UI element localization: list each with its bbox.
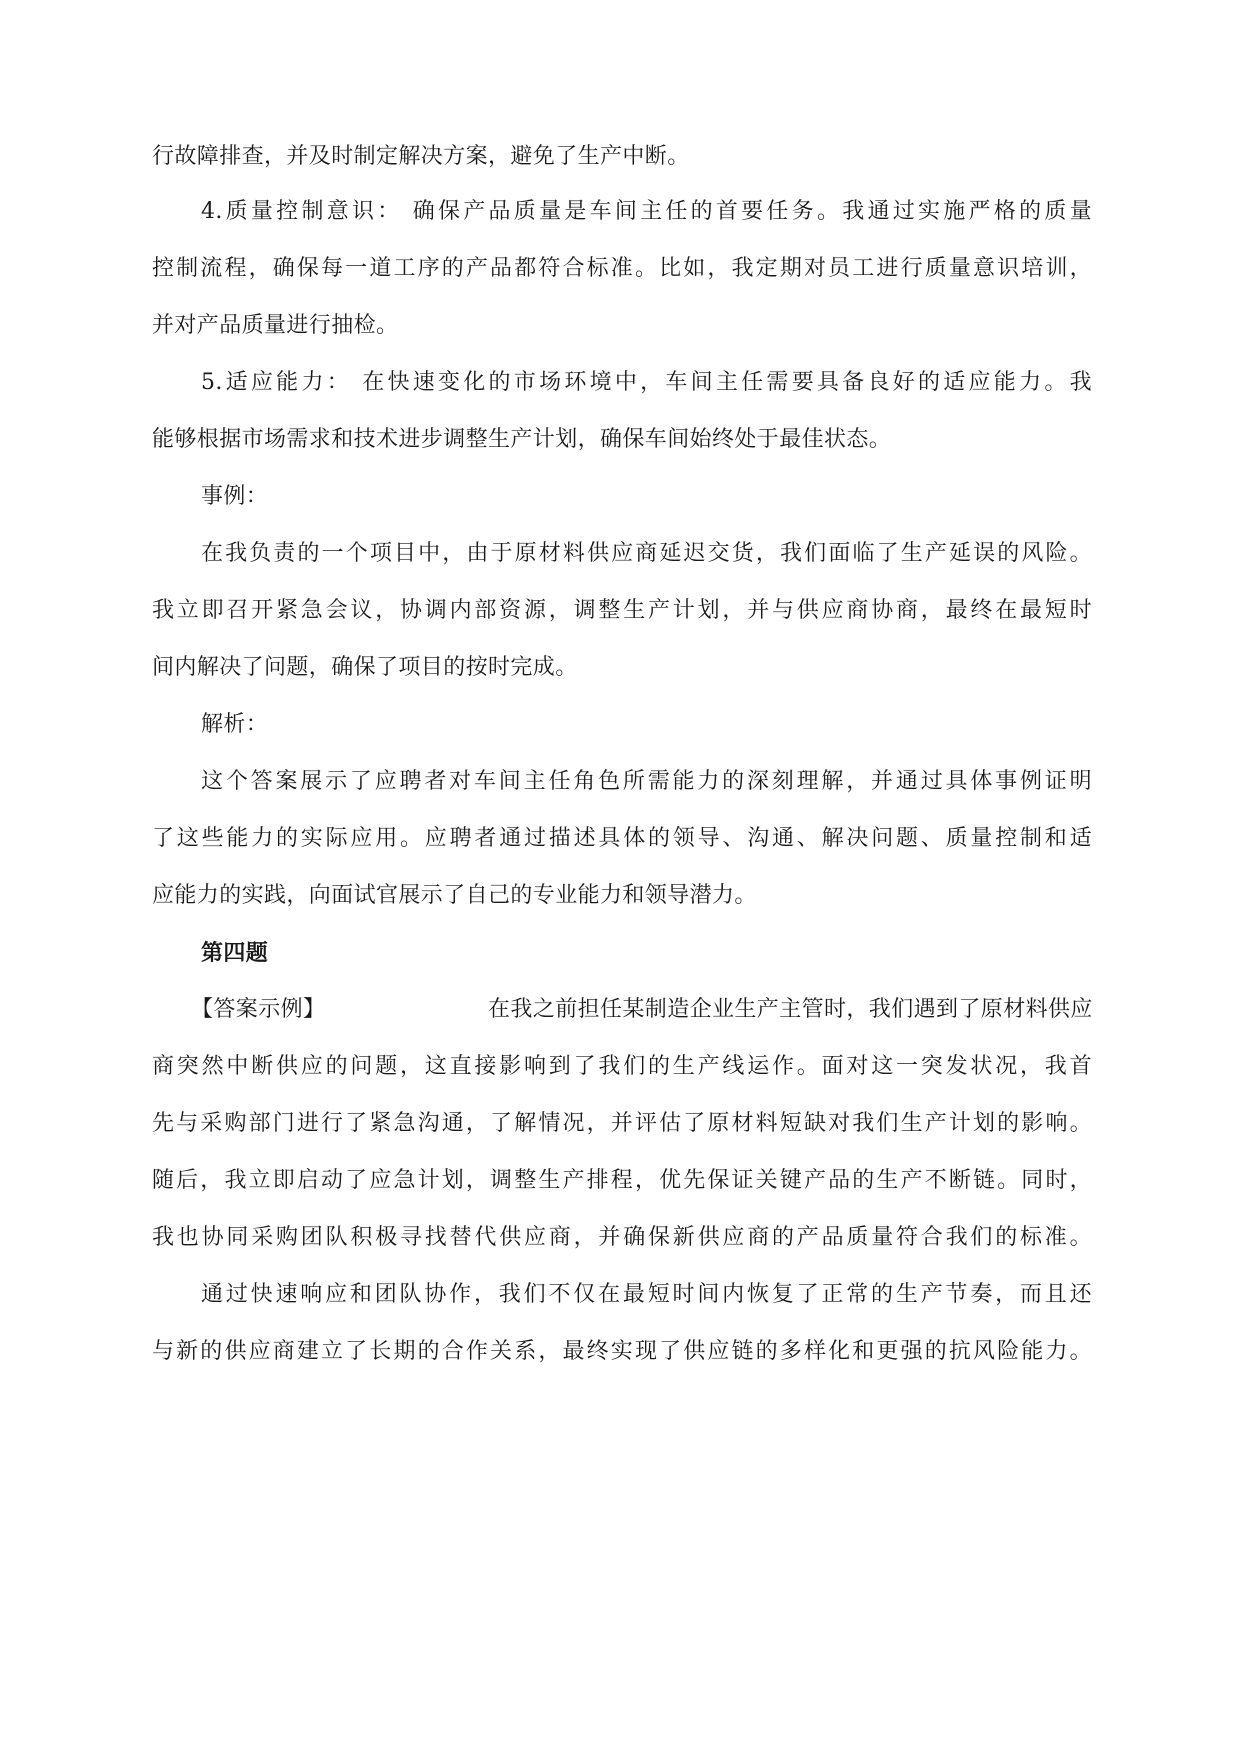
text-line: 在我负责的一个项目中，由于原材料供应商延迟交货，我们面临了生产延误的风险。 — [201, 541, 1092, 566]
text-line: 了这些能力的实际应用。应聘者通过描述具体的领导、沟通、解决问题、质量控制和适 — [152, 826, 1092, 851]
text-line: 5.适应能力： 在快速变化的市场环境中，车间主任需要具备良好的适应能力。我 — [201, 370, 1092, 395]
text-line: 能够根据市场需求和技术进步调整生产计划，确保车间始终处于最佳状态。 — [152, 427, 892, 452]
text-line: 应能力的实践，向面试官展示了自己的专业能力和领导潜力。 — [152, 883, 757, 908]
text-line: 并对产品质量进行抽检。 — [152, 313, 399, 338]
text-line: 随后，我立即启动了应急计划，调整生产排程，优先保证关键产品的生产不断链。同时， — [152, 1168, 1092, 1193]
section-heading: 第四题 — [201, 940, 269, 966]
text-line: 通过快速响应和团队协作，我们不仅在最短时间内恢复了正常的生产节奏，而且还 — [201, 1282, 1092, 1307]
text-line: 这个答案展示了应聘者对车间主任角色所需能力的深刻理解，并通过具体事例证明 — [201, 769, 1092, 794]
text-line: 商突然中断供应的问题，这直接影响到了我们的生产线运作。面对这一突发状况，我首 — [152, 1054, 1092, 1079]
text-line: 在我之前担任某制造企业生产主管时，我们遇到了原材料供应 — [488, 997, 1093, 1022]
text-line: 我立即召开紧急会议，协调内部资源，调整生产计划，并与供应商协商，最终在最短时 — [152, 598, 1092, 623]
text-line: 与新的供应商建立了长期的合作关系，最终实现了供应链的多样化和更强的抗风险能力。 — [152, 1339, 1092, 1364]
text-line: 事例： — [201, 484, 269, 509]
text-line: 4.质量控制意识： 确保产品质量是车间主任的首要任务。我通过实施严格的质量 — [201, 199, 1092, 224]
text-line: 间内解决了问题，确保了项目的按时完成。 — [152, 655, 578, 680]
text-line: 先与采购部门进行了紧急沟通，了解情况，并评估了原材料短缺对我们生产计划的影响。 — [152, 1111, 1092, 1136]
text-line: 解析： — [201, 712, 269, 737]
answer-example-tag: 【答案示例】 — [191, 997, 326, 1022]
text-line: 我也协同采购团队积极寻找替代供应商，并确保新供应商的产品质量符合我们的标准。 — [152, 1225, 1092, 1250]
answer-example-line — [191, 995, 1092, 1025]
text-line: 行故障排查，并及时制定解决方案，避免了生产中断。 — [152, 144, 690, 169]
text-line: 控制流程，确保每一道工序的产品都符合标准。比如，我定期对员工进行质量意识培训， — [152, 256, 1092, 281]
